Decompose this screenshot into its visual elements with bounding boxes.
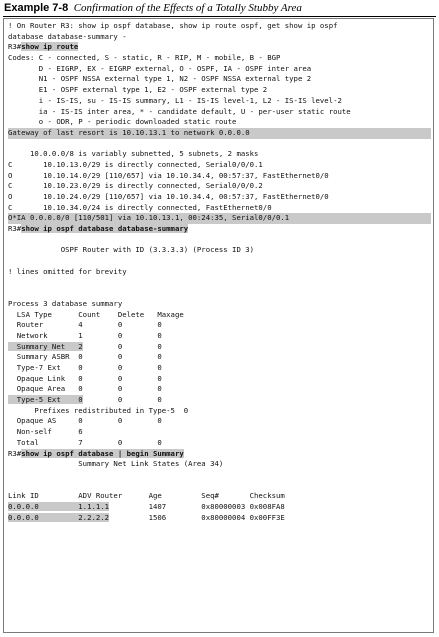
- line-rest: 0 0: [82, 341, 162, 351]
- highlighted-text: 0.0.0.0 2.2.2.2: [8, 512, 110, 522]
- code-line: Summary Net Link States (Area 34): [8, 459, 224, 469]
- command-line: [8, 42, 431, 53]
- code-line: ia - IS-IS inter area, * - candidate default, U - per-user static route: [8, 106, 351, 116]
- line-rest: 1407 0x80000003 0x008FA8: [109, 501, 285, 511]
- code-line: Process 3 database summary: [8, 298, 123, 308]
- highlighted-text: 0.0.0.0 1.1.1.1: [8, 501, 110, 511]
- command-line: [8, 449, 431, 460]
- code-listing: [8, 21, 431, 523]
- code-line: o - ODR, P - periodic downloaded static route: [8, 117, 237, 127]
- code-line: Opaque Area 0 0 0: [8, 384, 162, 394]
- code-line: Codes: C - connected, S - static, R - RIP, M - mobile, B - BGP: [8, 53, 281, 63]
- router-prompt: R3#: [8, 448, 22, 458]
- code-line: [8, 481, 431, 492]
- code-line: O 10.10.14.0/29 [110/657] via 10.10.34.4, 00:57:37, FastEthernet0/0: [8, 170, 329, 180]
- code-line: Router 4 0 0: [8, 320, 162, 330]
- code-line: ! lines omitted for brevity: [8, 266, 127, 276]
- line-rest: 0 0: [82, 395, 162, 405]
- code-line: Opaque AS 0 0 0: [8, 416, 162, 426]
- code-line: OSPF Router with ID (3.3.3.3) (Process ID 3): [8, 245, 255, 255]
- code-line: ! On Router R3: show ip ospf database, show ip route ospf, get show ip ospf: [8, 21, 338, 30]
- highlighted-line: Gateway of last resort is 10.10.13.1 to network 0.0.0.0: [8, 128, 431, 139]
- code-line: Type-7 Ext 0 0 0: [8, 363, 162, 372]
- code-line: Non-self 6: [8, 427, 83, 437]
- code-line: [8, 278, 431, 289]
- code-line: Summary ASBR 0 0 0: [8, 352, 162, 362]
- highlighted-text: Type-5 Ext 0: [8, 395, 83, 405]
- code-line: [8, 288, 431, 299]
- code-line: D - EIGRP, EX - EIGRP external, O - OSPF, IA - OSPF inter area: [8, 63, 312, 73]
- example-caption: Confirmation of the Effects of a Totally Stubby Area: [73, 2, 302, 14]
- highlighted-line: [8, 342, 431, 353]
- code-line: C 10.10.23.0/29 is directly connected, Serial0/0/0.2: [8, 181, 263, 191]
- highlighted-line: [8, 513, 431, 524]
- router-prompt: R3#: [8, 42, 22, 52]
- command-line: [8, 224, 431, 235]
- code-line: 10.0.0.0/8 is variably subnetted, 5 subnets, 2 masks: [8, 149, 259, 159]
- typed-command: show ip route: [21, 42, 79, 52]
- code-line: i - IS-IS, su - IS-IS summary, L1 - IS-IS level-1, L2 - IS-IS level-2: [8, 95, 342, 105]
- code-line: C 10.10.13.0/29 is directly connected, Serial0/0/0.1: [8, 159, 263, 169]
- code-line: O 10.10.24.0/29 [110/657] via 10.10.34.4, 00:57:37, FastEthernet0/0: [8, 192, 329, 201]
- typed-command: show ip ospf database | begin Summary: [21, 448, 184, 458]
- code-line: [8, 470, 431, 481]
- code-line: Opaque Link 0 0 0: [8, 373, 162, 383]
- example-label: Example 7-8: [4, 2, 69, 14]
- code-line: database database-summary -: [8, 31, 127, 41]
- highlighted-text: Summary Net 2: [8, 341, 83, 351]
- code-line: [8, 139, 431, 150]
- code-line: LSA Type Count Delete Maxage: [8, 309, 184, 319]
- highlighted-line: [8, 502, 431, 513]
- typed-command: show ip ospf database database-summary: [21, 224, 189, 234]
- code-line: Prefixes redistributed in Type-5 0: [8, 405, 189, 415]
- code-line: [8, 235, 431, 246]
- code-line: Link ID ADV Router Age Seq# Checksum: [8, 491, 285, 501]
- header-rule: [3, 16, 436, 17]
- code-line: E1 - OSPF external type 1, E2 - OSPF external type 2: [8, 85, 268, 95]
- code-line: Network 1 0 0: [8, 330, 162, 340]
- highlighted-line: O*IA 0.0.0.0/0 [110/501] via 10.10.13.1, 00:24:35, Serial0/0/0.1: [8, 213, 431, 224]
- router-prompt: R3#: [8, 224, 22, 234]
- code-line: Total 7 0 0: [8, 437, 162, 447]
- example-header: [4, 2, 302, 16]
- highlighted-line: [8, 395, 431, 406]
- code-line: C 10.10.34.0/24 is directly connected, FastEthernet0/0: [8, 202, 272, 212]
- code-line: N1 - OSPF NSSA external type 1, N2 - OSPF NSSA external type 2: [8, 74, 312, 84]
- code-line: [8, 256, 431, 267]
- code-listing-box: [3, 18, 434, 633]
- line-rest: 1506 0x80000004 0x00FF3E: [109, 512, 285, 522]
